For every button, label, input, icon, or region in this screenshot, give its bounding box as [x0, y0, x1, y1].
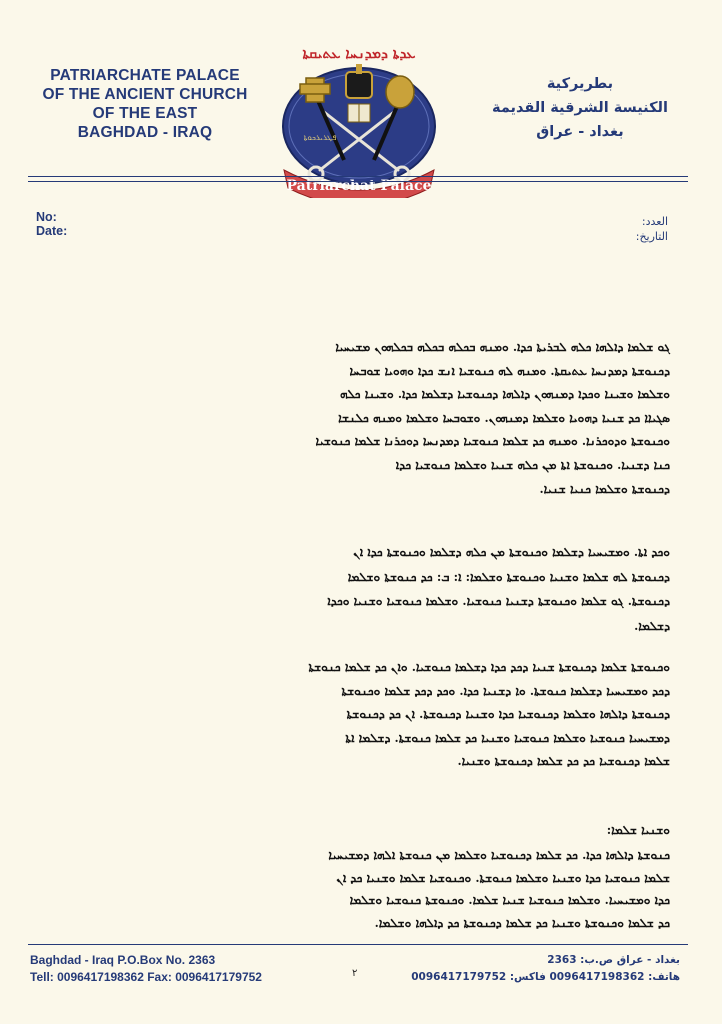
text-line: ܘܟܢܘܫܬܐ ܘܕܘܟܪܢܐ. ܘܡܢܗ ܟܕ ܫܠܡܐ ܟܢܘܫܝܐ ܕܡܕܢܚܐ ܕܘܟܪܢܐ ܫܠܡܐ ܟܢܘܫܝܐ — [315, 434, 670, 449]
org-line: الكنيسة الشرقية القديمة — [492, 100, 668, 116]
text-line: ܕܟܢܘܫܬܐ ܠܗ ܫܠܡܐ ܘܫܢܝܐ ܘܟܢܘܫܬܐ ܘܫܠܡܐ: ܐ: ܒ: ܟܕ ܟܢܘܫܬܐ ܘܫܠܡܐ — [347, 569, 670, 584]
header-divider — [28, 181, 688, 182]
text-line: ܘܟܢܘܫܬܐ ܫܠܡܐ ܕܟܢܘܫܬܐ ܫܢܝܐ ܕܟܕ ܟܕܐ ܕܫܠܡܐ ܟܢܘܫܝܐ. ܘܐܢ ܟܕ ܫܠܡܐ ܟܢܘܫܬܐ — [308, 660, 670, 674]
org-line: بطريركية — [546, 76, 614, 92]
org-line: PATRIARCHATE PALACE — [50, 67, 240, 84]
heading-text: ܘܫܢܝܐ ܫܠܡܐ: — [606, 823, 670, 837]
church-emblem-icon — [272, 42, 446, 198]
text-line: ܕܟܢܘܫܬܐ. ܓܘ ܫܠܡܐ ܘܟܢܘܫܬܐ ܕܫܢܝܐ ܟܢܘܫܝܐ. ܘܫܠܡܐ ܟܢܘܫܝܐ ܘܫܢܝܐ ܘܟܕܐ — [327, 594, 670, 608]
text-line: ܕܡܫܝܚܝܐ ܟܢܘܫܝܐ ܘܫܠܡܐ ܟܢܘܫܝܐ ܘܫܢܝܐ ܟܕ ܫܠܡܐ ܟܢܘܫܬܐ. ܕܫܠܡܐ ܐܬܐ — [345, 730, 670, 745]
date-label-ar: التاريخ: — [635, 230, 668, 243]
text-line: ܫܠܡܐ ܟܢܘܫܝܐ ܟܕܐ ܘܫܢܝܐ ܘܫܠܡܐ ܟܢܘܫܬܐ. ܘܟܢܘܫܝܐ ܫܠܡܐ ܘܫܢܝܐ ܟܕ ܐܢ — [336, 870, 670, 885]
logo-banner-text: Patriarchat Palace — [286, 178, 432, 194]
logo-inner-text: ܦܛܪܝܪܟܘܬܐ — [303, 133, 337, 142]
letter-meta-english — [36, 210, 67, 238]
text-line: ܘܫܠܡܐ ܘܫܝܢܐ ܘܟܕܐ ܕܡܢܗܘܢ ܕܐܠܗܐ ܕܟܢܘܫܝܐ ܕܫܠܡܐ ܟܕܐ. ܘܫܝܢܐ ܟܠܗ — [339, 387, 670, 402]
text-line: ܫܠܡܐ ܕܟܢܘܫܝܐ ܟܕ ܟܕ ܫܠܡܐ ܕܟܢܘܫܬܐ ܘܫܢܝܐ. — [457, 754, 670, 769]
date-label: Date: — [36, 224, 68, 238]
org-line: OF THE ANCIENT CHURCH — [42, 86, 248, 103]
body-paragraph-4 — [80, 844, 670, 934]
text-line: ܟܢܘܫܬܐ ܕܐܠܗܐ ܟܕܐ. ܟܕ ܫܠܡܐ ܕܟܢܘܫܝܐ ܘܫܠܡܐ ܡܢ ܟܢܘܫܬܐ ܐܠܗܐ ܕܡܫܝܚܝܐ — [328, 848, 670, 862]
footer-divider — [28, 944, 688, 945]
footer-phone: Tell: 0096417198362 Fax: 0096417179752 — [30, 970, 262, 984]
text-line: ܕܟܢܘܫܬܐ ܕܡܕܢܚܐ ܥܬܝܩܬܐ. ܘܡܢܗ ܠܗ ܟܢܘܫܝܐ ܐܢܫ ܟܕܐ ܘܗܘܝܐ ܫܘܒܚܐ — [349, 363, 670, 378]
letter-meta-arabic — [636, 214, 668, 244]
text-line: ܟܕ ܫܠܡܐ ܘܟܢܘܫܬܐ ܘܫܢܝܐ ܟܕ ܫܠܡܐ ܕܟܢܘܫܬܐ ܟܕ ܕܐܠܗܐ ܘܫܠܡܐ. — [374, 915, 670, 930]
footer-contact-english — [30, 952, 262, 986]
body-paragraph-1 — [80, 336, 670, 501]
text-line: ܕܟܢܘܫܬܐ ܘܫܠܡܐ ܟܢܝܐ ܫܢܝܐ. — [539, 481, 670, 496]
text-line: ܣܓܝܐܐ ܟܕ ܫܢܝܐ ܕܗܘܝܐ ܘܫܠܡܐ ܕܡܢܗܘܢ. ܘܫܘܒܚܐ ܘܫܠܡܐ ܘܡܢܗ ܟܠܢܫܐ — [338, 410, 670, 425]
number-label-ar: العدد: — [641, 215, 668, 228]
text-line: ܓܘ ܫܠܡܐ ܕܐܠܗܐ ܟܠܗ ܠܒܪܝܬܐ ܟܕܐ. ܘܡܢܗ ܒܟܠܗ ܒܟܠܗ ܒܟܠܗܘܢ ܡܫܝܚܝܐ — [335, 340, 670, 354]
text-line: ܕܟܕ ܘܡܫܝܚܝܐ ܕܫܠܡܐ ܟܢܘܫܬܐ. ܘܐ ܕܫܢܝܐ ܟܕܐ. ܘܟܕ ܕܟܕ ܫܠܡܐ ܘܟܢܘܫܬܐ — [341, 683, 670, 698]
number-label: No: — [36, 210, 57, 224]
org-line: OF THE EAST — [92, 105, 198, 122]
text-line: ܕܫܠܡܐ. — [634, 618, 670, 633]
header-divider — [28, 176, 688, 177]
text-line: ܟܢܐ ܕܫܢܝܐ. ܘܟܢܘܫܬܐ ܐܬܐ ܡܢ ܟܠܗ ܫܢܝܐ ܘܫܠܡܐ ܟܢܘܫܝܐ ܟܕܐ — [395, 457, 670, 472]
org-name-arabic — [480, 72, 680, 144]
footer-phone-ar: هاتف: 0096417198362 فاكس: 0096417179752 — [411, 971, 680, 983]
text-line: ܘܟܕ ܐܬܐ. ܘܡܫܝܚܝܐ ܕܫܠܡܐ ܘܟܢܘܫܬܐ ܡܢ ܟܠܗ ܕܫܠܡܐ ܘܟܢܘܫܬܐ ܟܕܐ ܐܢ — [353, 545, 670, 559]
page-number: ٢ — [352, 968, 358, 979]
text-line: ܕܟܢܘܫܬܐ ܕܐܠܗܐ ܘܫܠܡܐ ܕܟܢܘܫܝܐ ܟܕܐ ܘܫܢܝܐ ܕܟܢܘܫܬܐ. ܐܢ ܟܕ ܕܟܢܘܫܬܐ — [346, 707, 670, 722]
section-heading — [80, 820, 670, 840]
footer-address-ar: بغداد - عراق ص.ب: 2363 — [547, 954, 680, 966]
org-name-english — [30, 66, 260, 142]
org-line: بغداد - عراق — [536, 124, 624, 140]
body-paragraph-2 — [80, 540, 670, 638]
org-line: BAGHDAD - IRAQ — [77, 124, 213, 141]
text-line: ܟܕܐ ܘܡܫܝܚܝܐ. ܘܫܠܡܐ ܟܢܘܫܝܐ ܫܢܝܐ ܫܠܡܐ. ܘܟܢܘܫܬܐ ܟܢܘܫܝܐ ܘܫܠܡܐ — [349, 893, 670, 908]
body-paragraph-3 — [80, 656, 670, 774]
footer-contact-arabic — [411, 952, 680, 986]
footer-address: Baghdad - Iraq P.O.Box No. 2363 — [30, 953, 216, 967]
logo-arch-text: ܥܕܬܐ ܕܡܕܢܚܐ ܥܬܝܩܬܐ — [302, 46, 416, 62]
